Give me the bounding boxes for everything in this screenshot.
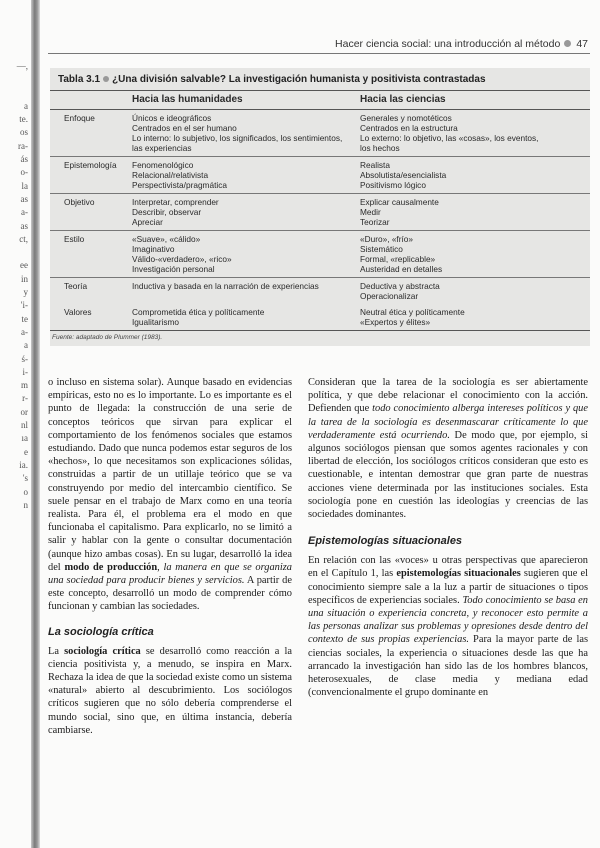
margin-fragment: ás <box>20 154 28 165</box>
cell-line: Relacional/relativista <box>132 170 209 180</box>
margin-fragment: la <box>21 180 28 191</box>
cell-line: Interpretar, comprender <box>132 197 219 207</box>
text-run: Consideran que la tarea de la sociología es ser abiertamente política, y que debe relacionar el conocimiento con la acción. Defienden que <box>308 377 588 415</box>
running-head-title: Hacer ciencia social: una introducción al método <box>335 38 561 50</box>
cell-line: Neutral ética y políticamente <box>360 307 465 317</box>
cell-line: Lo externo: lo objetivo, las «cosas», los eventos, <box>360 133 539 143</box>
cell-line: Sistemático <box>360 244 403 254</box>
paragraph <box>48 376 292 614</box>
table-header-row <box>50 91 590 110</box>
cell-line: Lo interno: lo subjetivo, los significados, los sentimientos, <box>132 133 343 143</box>
col-header-ciencias: Hacia las ciencias <box>360 94 446 105</box>
bullet-icon <box>103 76 109 82</box>
margin-fragment: te <box>21 313 28 324</box>
text-run: La <box>48 645 65 657</box>
cell-line: Inductiva y basada en la narración de experiencias <box>132 281 319 291</box>
margin-fragment: y <box>23 287 28 298</box>
table-row <box>50 157 590 194</box>
margin-fragment <box>2 246 28 259</box>
page-number: 47 <box>576 38 588 50</box>
table-caption <box>50 68 590 91</box>
margin-fragment: —, <box>16 61 28 71</box>
margin-fragment: nl <box>20 420 28 431</box>
row-label: Epistemología <box>64 160 117 170</box>
text-run: De modo que, por ejemplo, si algunos sociólogos piensan que somos agentes racionales y con libertad de elección, los sociólogos críticos consideran que esto es cuestionable, e intentan demostrar que gran parte de nuestras acciones viene determinada por las instituciones sociales. Esta sociología pone en cuestión las ideologías y creencias de las sociedades dominantes. <box>308 429 588 521</box>
cell-line: Formal, «replicable» <box>360 254 436 264</box>
cell-line: Medir <box>360 207 381 217</box>
table-source: Fuente: adaptado de Plummer (1983). <box>52 334 163 341</box>
margin-fragment: ee <box>20 260 28 271</box>
cell-line: «Expertos y élites» <box>360 317 431 327</box>
cell-ciencias <box>360 234 590 274</box>
cell-ciencias <box>360 113 590 153</box>
margin-fragment: ıa <box>21 433 28 444</box>
margin-fragment: m <box>20 380 28 391</box>
cell-line: Únicos e ideográficos <box>132 113 212 123</box>
row-label: Objetivo <box>64 197 95 207</box>
margin-fragment: i- <box>22 366 28 377</box>
table-title: ¿Una división salvable? La investigación humanista y positivista contrastadas <box>112 74 486 85</box>
row-label: Valores <box>64 307 92 317</box>
table-label: Tabla 3.1 <box>58 74 101 85</box>
section-heading-epistemologias-situacionales: Epistemologías situacionales <box>308 535 463 548</box>
margin-fragment: ra- <box>18 140 28 151</box>
cell-line: las experiencias <box>132 143 192 153</box>
margin-fragment: 's <box>22 473 28 484</box>
cell-line: Teorizar <box>360 217 390 227</box>
margin-fragment: a- <box>21 326 28 337</box>
bold-term: modo de producción <box>64 561 158 573</box>
table-body <box>50 110 590 331</box>
margin-fragment: ś- <box>21 353 28 364</box>
margin-fragment: te. <box>19 114 28 125</box>
section-heading-sociologia-critica: La sociología crítica <box>48 625 154 638</box>
text-run: se desarrolló como reacción a la ciencia positivista y, a menudo, se inspira en Marx. Rechaza la idea de que la sociedad existe como un sistema «natural» abierto al descubrimiento. Los sociólogos críticos sugieren que no sólo debería comprenderse el mundo social, sino que, en última instancia, debería cambiarse. <box>48 645 293 736</box>
cell-line: Válido-«verdadero», «rico» <box>132 254 232 264</box>
cell-line: Centrados en el ser humano <box>132 123 237 133</box>
cell-line: Investigación personal <box>132 264 215 274</box>
italic-text: Todo conocimiento se basa en una situación o experiencia concreta, y reconocer esto permite a las personas analizar sus problemas y opresiones desde dentro del contexto de sus propias experiencias. <box>308 594 588 646</box>
table-row <box>50 278 590 304</box>
bold-term: sociología crítica <box>64 645 141 657</box>
table-row <box>50 110 590 157</box>
header-rule <box>48 53 590 54</box>
facing-page-margin-fragments <box>2 60 28 512</box>
cell-ciencias <box>360 197 590 227</box>
cell-line: Explicar causalmente <box>360 197 439 207</box>
margin-fragment <box>2 73 28 86</box>
margin-fragment: o <box>23 486 28 497</box>
margin-fragment: os <box>19 127 28 138</box>
cell-humanidades <box>132 113 360 153</box>
cell-humanidades <box>132 234 360 274</box>
cell-line: Centrados en la estructura <box>360 123 458 133</box>
margin-fragment: n <box>23 499 28 510</box>
margin-fragment: e <box>24 446 28 457</box>
italic-text: todo conocimiento alberga intereses políticos y que la tarea de la sociología es desenmascarar críticamente lo que verdaderamente está ocurriendo. <box>308 403 588 441</box>
margin-fragment: or <box>20 406 28 417</box>
table-row <box>50 231 590 278</box>
cell-humanidades <box>132 307 360 327</box>
cell-ciencias <box>360 160 590 190</box>
cell-line: Generales y nomotéticos <box>360 113 452 123</box>
left-column <box>48 376 292 737</box>
cell-line: «Duro», «frío» <box>360 234 414 244</box>
cell-line: Absolutista/esencialista <box>360 170 447 180</box>
cell-line: Comprometida ética y políticamente <box>132 307 265 317</box>
margin-fragment: o- <box>20 167 28 178</box>
row-label: Enfoque <box>64 113 95 123</box>
cell-line: los hechos <box>360 143 400 153</box>
margin-fragment: a <box>24 340 28 351</box>
text-run: A partir de este concepto, desarrolló un modo de comprender cómo funcionan y cambian las sociedades. <box>48 575 292 613</box>
paragraph <box>308 376 588 521</box>
margin-fragment: r- <box>22 393 28 404</box>
cell-line: Imaginativo <box>132 244 175 254</box>
paragraph <box>308 554 588 699</box>
paragraph <box>48 645 292 737</box>
cell-line: Igualitarismo <box>132 317 180 327</box>
margin-fragment: a- <box>21 207 28 218</box>
cell-line: Describir, observar <box>132 207 202 217</box>
text-run: sugieren que el conocimiento siempre sale a la luz a partir de situaciones o tipos específicos de experiencias sociales. <box>308 568 588 606</box>
text-run: Para la mayor parte de las ciencias sociales, la experiencia o situaciones desde las que ha arrancado la investigación han sido las de los hombres blancos, heterosexuales, de clase media y mediana edad (convencionalmente el grupo dominante en <box>308 634 588 699</box>
running-head <box>300 38 588 50</box>
cell-line: Operacionalizar <box>360 291 419 301</box>
table-row <box>50 304 590 331</box>
text-run: o incluso en sistema solar). Aunque basado en evidencias empíricas, esto no es lo importante. Lo es importante es el punto de llegada: la construcción de una serie de conceptos teóricos que sirvan para explicar el comportamiento de los fenómenos sociales que estamos estudiando. Dado que nunca podemos estar seguros de los «hechos», lo que necesitamos son explicaciones sólidas, construidas a partir de un utillaje teórico que se va construyendo por medio del intercambio científico. Se suele pensar en el trabajo de Marx como en una teoría realista. Para él, el problema era el modo en que funcionaba el capitalismo. Para explicarlo, no se limitó a salir y hablar con la gente o consultar documentación (aunque hizo ambas cosas). En su lugar, desarrolló la idea del <box>48 377 292 573</box>
binding-gutter <box>31 0 40 848</box>
table-row <box>50 194 590 231</box>
cell-ciencias <box>360 307 590 327</box>
cell-line: Apreciar <box>132 217 163 227</box>
margin-fragment: ia. <box>19 459 28 470</box>
row-label: Estilo <box>64 234 85 244</box>
cell-line: «Suave», «cálido» <box>132 234 201 244</box>
cell-line: Austeridad en detalles <box>360 264 443 274</box>
col-header-humanidades: Hacia las humanidades <box>132 94 243 105</box>
cell-line: Fenomenológico <box>132 160 194 170</box>
bold-term: epistemologías situacionales <box>396 568 521 580</box>
text-run: En relación con las «voces» u otras perspectivas que aparecieron en el Capítulo 1, las <box>308 555 588 580</box>
cell-line: Deductiva y abstracta <box>360 281 440 291</box>
cell-line: Perspectivista/pragmática <box>132 180 227 190</box>
margin-fragment <box>2 87 28 100</box>
italic-text: la manera en que se organiza una sociedad para producir bienes y servicios. <box>48 561 292 587</box>
row-label: Teoría <box>64 281 88 291</box>
cell-humanidades <box>132 160 360 190</box>
right-column <box>308 376 588 699</box>
table-3-1 <box>50 68 590 346</box>
header-spacer <box>50 94 132 106</box>
cell-line: Positivismo lógico <box>360 180 426 190</box>
margin-fragment: ct, <box>19 233 28 244</box>
margin-fragment: 'i- <box>20 300 28 311</box>
cell-humanidades <box>132 281 360 301</box>
margin-fragment: as <box>20 220 28 231</box>
margin-fragment: in <box>20 273 28 284</box>
cell-ciencias <box>360 281 590 301</box>
text-run: , <box>157 561 164 573</box>
margin-fragment: as <box>20 193 28 204</box>
cell-line: Realista <box>360 160 390 170</box>
cell-humanidades <box>132 197 360 227</box>
margin-fragment: a <box>24 100 28 111</box>
bullet-icon <box>564 40 571 47</box>
